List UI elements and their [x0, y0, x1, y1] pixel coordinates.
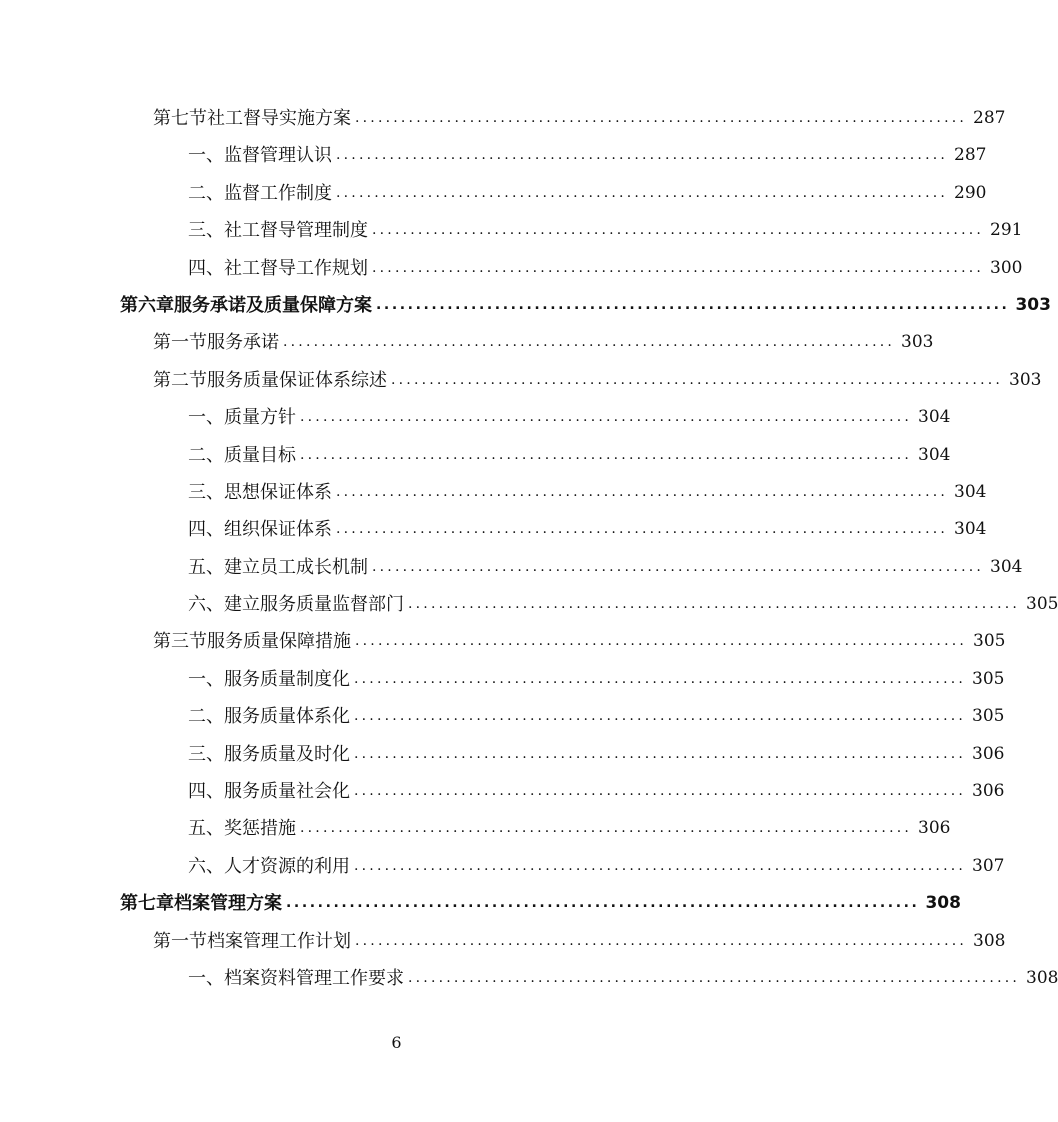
- dot-leader: ................................................................................: [336, 483, 949, 500]
- toc-entry-number: 第七章: [120, 893, 174, 915]
- toc-entry-number: 一、: [188, 145, 224, 167]
- toc-entry-title: 组织保证体系: [224, 519, 332, 541]
- toc-entry-number: 第七节: [153, 108, 207, 129]
- toc-entry-number: 六、: [188, 594, 224, 616]
- toc-entry-number: 一、: [188, 407, 224, 429]
- toc-entry-page: 308: [1026, 967, 1058, 988]
- toc-entry[interactable]: [0, 661, 1005, 698]
- toc-entry-title: 监督工作制度: [224, 182, 332, 204]
- dot-leader: ................................................................................: [300, 446, 913, 463]
- toc-entry[interactable]: [0, 698, 1005, 735]
- toc-entry-title: 档案管理方案: [174, 893, 282, 915]
- toc-entry-number: 第一节: [153, 930, 207, 952]
- toc-entry-number: 三、: [188, 220, 224, 242]
- toc-entry-number: 五、: [188, 556, 224, 578]
- toc-entry[interactable]: [0, 137, 987, 174]
- toc-entry-title: 服务质量社会化: [224, 781, 350, 803]
- dot-leader: ................................................................................: [336, 184, 949, 201]
- toc-entry-page: 304: [954, 519, 987, 540]
- dot-leader: ................................................................................: [408, 969, 1021, 986]
- dot-leader: ................................................................................: [354, 783, 967, 800]
- toc-entry-title: 服务质量保证体系综述: [207, 369, 387, 391]
- toc-entry-title: 档案管理工作计划: [207, 930, 351, 952]
- toc-entry[interactable]: [0, 773, 1005, 810]
- toc-entry-title: 服务质量及时化: [224, 743, 350, 765]
- toc-entry-number: 四、: [188, 781, 224, 803]
- toc-entry-page: 303: [1009, 369, 1042, 390]
- toc-entry-title: 社工督导实施方案: [207, 108, 351, 129]
- dot-leader: ................................................................................: [354, 708, 967, 725]
- dot-leader: ................................................................................: [286, 895, 920, 912]
- toc-entry-number: 五、: [188, 818, 224, 840]
- toc-entry[interactable]: [0, 586, 1058, 623]
- toc-entry-title: 服务质量保障措施: [207, 631, 351, 653]
- toc-entry-title: 建立员工成长机制: [224, 556, 368, 578]
- toc-entry-page: 287: [973, 108, 1006, 128]
- dot-leader: ................................................................................: [408, 596, 1021, 613]
- dot-leader: ................................................................................: [354, 670, 967, 687]
- toc-entry-number: 第一节: [153, 332, 207, 354]
- toc-entry-page: 304: [918, 407, 951, 428]
- toc-entry[interactable]: [0, 549, 1023, 586]
- toc-entry-page: 304: [954, 481, 987, 502]
- toc-entry[interactable]: [0, 623, 1006, 660]
- toc-entry[interactable]: [0, 923, 1006, 960]
- toc-entry-title: 社工督导管理制度: [224, 220, 368, 242]
- toc-entry-title: 质量目标: [224, 444, 296, 466]
- toc-entry-title: 服务质量制度化: [224, 668, 350, 690]
- toc-entry[interactable]: [0, 474, 987, 511]
- toc-entry-page: 308: [925, 893, 961, 914]
- toc-entry-page: 303: [901, 332, 934, 353]
- toc-entry[interactable]: [0, 511, 987, 548]
- toc-entry-page: 300: [990, 257, 1023, 278]
- toc-entry[interactable]: [0, 885, 961, 922]
- toc-entry-page: 303: [1015, 294, 1051, 315]
- dot-leader: ................................................................................: [354, 745, 967, 762]
- toc-entry-number: 三、: [188, 481, 224, 503]
- toc-entry[interactable]: [0, 250, 1023, 287]
- toc-entry-page: 307: [972, 855, 1005, 876]
- toc-entry-page: 305: [972, 706, 1005, 727]
- toc-entry[interactable]: [0, 100, 1006, 137]
- toc-entry-page: 305: [973, 631, 1006, 652]
- toc-entry[interactable]: [0, 810, 951, 847]
- toc-entry-page: 305: [972, 668, 1005, 689]
- toc-entry-number: 第二节: [153, 369, 207, 391]
- dot-leader: ................................................................................: [372, 259, 985, 276]
- toc-entry[interactable]: [0, 960, 1058, 997]
- toc-entry-number: 三、: [188, 743, 224, 765]
- toc-entry-number: 二、: [188, 444, 224, 466]
- dot-leader: ................................................................................: [376, 296, 1010, 313]
- toc-entry-title: 服务质量体系化: [224, 706, 350, 728]
- toc-entry-number: 一、: [188, 668, 224, 690]
- dot-leader: ................................................................................: [336, 521, 949, 538]
- toc-entry-number: 四、: [188, 257, 224, 279]
- dot-leader: ................................................................................: [300, 409, 913, 426]
- toc-entry-page: 306: [918, 818, 951, 839]
- toc-entry-number: 四、: [188, 519, 224, 541]
- toc-entry-number: 第六章: [120, 294, 174, 316]
- toc-entry[interactable]: [0, 287, 1051, 324]
- toc-entry-page: 306: [972, 743, 1005, 764]
- toc-entry-number: 一、: [188, 967, 224, 989]
- toc-entry[interactable]: [0, 362, 1042, 399]
- toc-entry-number: 二、: [188, 706, 224, 728]
- toc-entry-page: 306: [972, 781, 1005, 802]
- dot-leader: ................................................................................: [354, 857, 967, 874]
- toc-entry-page: 304: [918, 444, 951, 465]
- toc-entry-page: 305: [1026, 594, 1058, 615]
- dot-leader: ................................................................................: [300, 820, 913, 837]
- dot-leader: ................................................................................: [391, 371, 1004, 388]
- dot-leader: ................................................................................: [283, 334, 896, 351]
- toc-entry-title: 服务承诺: [207, 332, 279, 354]
- dot-leader: ................................................................................: [336, 147, 949, 164]
- dot-leader: ................................................................................: [372, 222, 985, 239]
- toc-entry-page: 291: [990, 220, 1023, 241]
- toc-entry[interactable]: [0, 324, 934, 361]
- toc-entry-page: 287: [954, 145, 987, 166]
- toc-entry[interactable]: [0, 399, 951, 436]
- toc-entry-title: 质量方针: [224, 407, 296, 429]
- toc-entry-title: 监督管理认识: [224, 145, 332, 167]
- toc-entry[interactable]: [0, 175, 987, 212]
- toc-entry-title: 建立服务质量监督部门: [224, 594, 404, 616]
- toc-entry-page: 304: [990, 556, 1023, 577]
- toc-entry-title: 思想保证体系: [224, 481, 332, 503]
- toc-entry-title: 服务承诺及质量保障方案: [174, 294, 372, 316]
- toc-entry-page: 290: [954, 182, 987, 203]
- toc-entry-title: 档案资料管理工作要求: [224, 967, 404, 989]
- dot-leader: ................................................................................: [355, 110, 968, 126]
- toc-entry-title: 社工督导工作规划: [224, 257, 368, 279]
- dot-leader: ................................................................................: [372, 558, 985, 575]
- toc-entry-title: 奖惩措施: [224, 818, 296, 840]
- toc-entry-title: 人才资源的利用: [224, 855, 350, 877]
- toc-entry-page: 308: [973, 930, 1006, 951]
- toc-entry[interactable]: [0, 437, 951, 474]
- dot-leader: ................................................................................: [355, 633, 968, 650]
- toc-entry[interactable]: [0, 848, 1005, 885]
- toc-entry-number: 第三节: [153, 631, 207, 653]
- table-of-contents: [0, 100, 1058, 997]
- page-number: 6: [391, 1033, 402, 1052]
- dot-leader: ................................................................................: [355, 932, 968, 949]
- toc-entry[interactable]: [0, 212, 1023, 249]
- toc-entry-number: 六、: [188, 855, 224, 877]
- toc-entry-number: 二、: [188, 182, 224, 204]
- toc-entry[interactable]: [0, 736, 1005, 773]
